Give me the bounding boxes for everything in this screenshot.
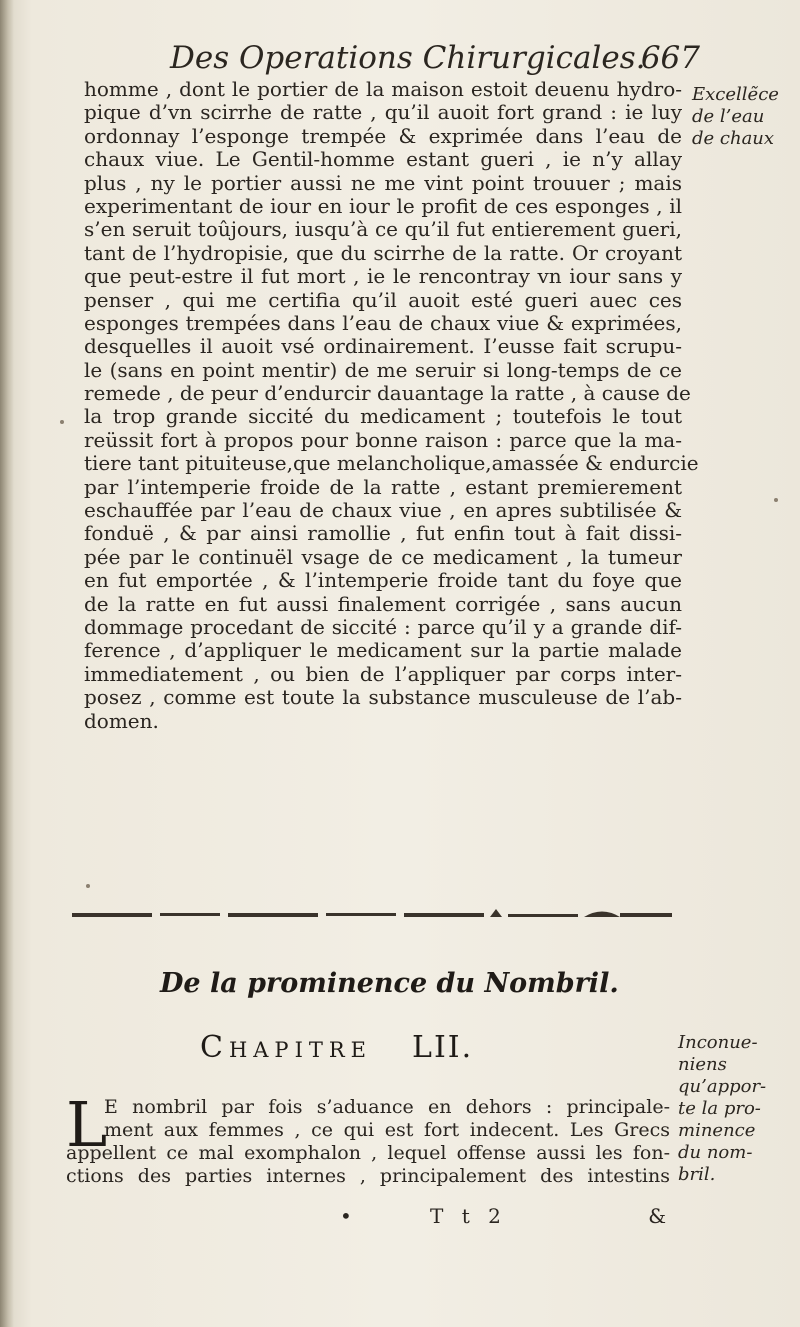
chapter-text	[66, 1088, 670, 1188]
text-line: domen.	[84, 708, 159, 733]
text-line: en fut emportée , & l’intemperie froide tant du foye que	[84, 568, 682, 593]
ink-speck	[86, 884, 90, 888]
text-line: pée par le continuël vsage de ce medicament , la tumeur	[84, 544, 682, 569]
text-line: de la ratte en fut aussi finalement corrigée , sans aucun	[84, 591, 682, 616]
margin-note-line: Inconue-	[678, 1032, 758, 1053]
margin-note-excellence	[692, 84, 798, 150]
margin-note-inconveniences	[678, 1032, 796, 1186]
text-line: ment aux femmes , ce qui est fort indecent. Les Grecs	[104, 1119, 670, 1141]
margin-note-line: de l’eau	[692, 106, 765, 127]
ink-speck	[774, 498, 778, 502]
text-line: immediatement , ou bien de l’appliquer par corps inter-	[84, 661, 682, 686]
section-title: De la prominence du Nombril.	[160, 968, 619, 999]
margin-note-line: bril.	[678, 1164, 716, 1185]
text-line: homme , dont le portier de la maison estoit deuenu hydro-	[84, 77, 682, 101]
bullet-mark: •	[340, 1204, 352, 1228]
margin-note-line: Excellẽce	[692, 84, 779, 105]
text-line: appellent ce mal exomphalon , lequel offense aussi les fon-	[66, 1142, 670, 1164]
running-title: Des Operations Chirurgicales.	[170, 40, 646, 76]
margin-note-line: niens	[678, 1054, 727, 1075]
text-line: posez , comme est toute la substance musculeuse de l’ab-	[84, 685, 682, 710]
chapter-heading	[200, 1030, 473, 1065]
text-line: par l’intemperie froide de la ratte , estant premierement	[84, 474, 682, 499]
chapter-word: Chapitre	[200, 1030, 373, 1065]
ornamental-rule	[72, 904, 672, 924]
text-line: experimentant de iour en iour le profit de ces esponges , il	[84, 193, 682, 218]
text-line: reüssit fort à propos pour bonne raison : parce que la ma-	[84, 427, 682, 452]
text-line: tant de l’hydropisie, que du scirrhe de la ratte. Or croyant	[84, 240, 682, 265]
text-line: plus , ny le portier aussi ne me vint point trouuer ; mais	[84, 170, 682, 195]
text-line: la trop grande siccité du medicament ; toutefois le tout	[84, 404, 682, 429]
text-line: le (sans en point mentir) de me seruir si long-temps de ce	[84, 357, 682, 382]
text-line: dommage procedant de siccité : parce qu’il y a grande dif-	[84, 614, 682, 639]
margin-note-line: minence	[678, 1120, 756, 1141]
text-line: que peut-estre il fut mort , ie le rencontray vn iour sans y	[84, 264, 682, 289]
page-number: 667	[640, 40, 700, 76]
text-line: eschauffée par l’eau de chaux viue , en apres subtilisée &	[84, 498, 682, 523]
ink-speck	[60, 420, 64, 424]
text-line: s’en seruit toûjours, iusqu’à ce qu’il fut entierement gueri,	[84, 217, 682, 242]
text-line: E nombril par fois s’aduance en dehors : principale-	[104, 1096, 670, 1118]
text-line: tiere tant pituiteuse,que melancholique,amassée & endurcie	[84, 451, 699, 476]
catchword: &	[648, 1204, 666, 1228]
text-line: esponges trempées dans l’eau de chaux viue & exprimées,	[84, 310, 682, 335]
text-line: pique d’vn scirrhe de ratte , qu’il auoit fort grand : ie luy	[84, 100, 682, 125]
drop-cap: L	[66, 1088, 108, 1161]
page-spine-shadow	[0, 0, 14, 1327]
text-line: penser , qui me certifia qu’il auoit esté gueri auec ces	[84, 287, 682, 312]
text-line: ference , d’appliquer le medicament sur la partie malade	[84, 638, 682, 663]
text-line: ordonnay l’esponge trempée & exprimée dans l’eau de	[84, 123, 682, 148]
margin-note-line: qu’appor-	[678, 1076, 767, 1097]
margin-note-line: du nom-	[678, 1142, 753, 1163]
text-line: remede , de peur d’endurcir dauantage la ratte , à cause de	[84, 381, 691, 406]
signature-line	[330, 1204, 690, 1230]
margin-note-line: te la pro-	[678, 1098, 761, 1119]
body-text	[84, 77, 699, 733]
text-line: desquelles il auoit vsé ordinairement. I’eusse fait scrupu-	[84, 334, 682, 359]
text-line: ctions des parties internes , principalement des intestins	[66, 1165, 670, 1187]
margin-note-line: de chaux	[692, 128, 775, 149]
text-line: fonduë , & par ainsi ramollie , fut enfin tout à fait dissi-	[84, 521, 682, 546]
signature-mark: T t 2	[430, 1204, 507, 1228]
text-line: chaux viue. Le Gentil-homme estant gueri , ie n’y allay	[84, 147, 682, 172]
chapter-number: LII.	[412, 1030, 474, 1065]
